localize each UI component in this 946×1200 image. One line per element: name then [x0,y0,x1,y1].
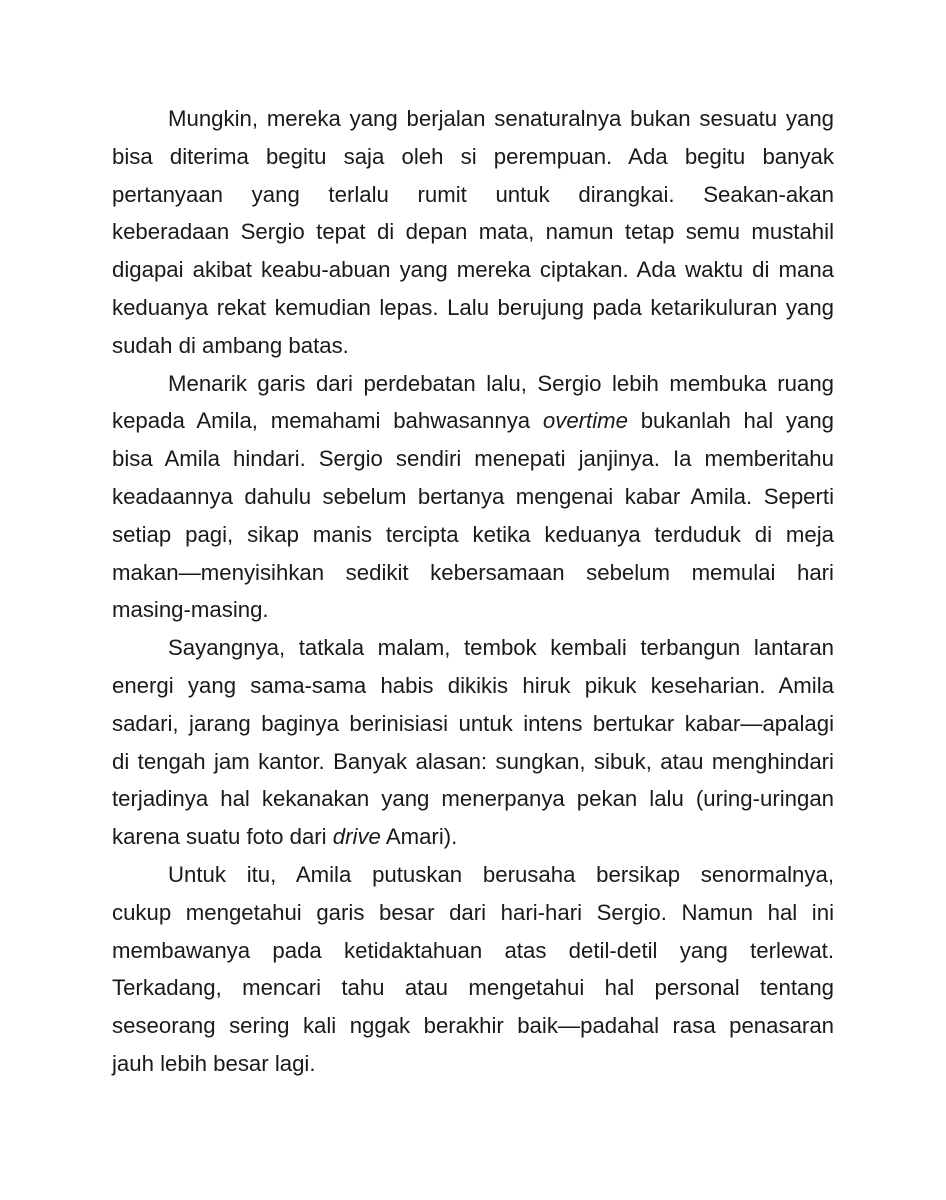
paragraph-line: terjadinya hal kekanakan yang menerpanya pekan lalu (uring-uringan [112,786,834,812]
paragraph-line: seseorang sering kali nggak berakhir baik—padahal rasa penasaran [112,1013,834,1039]
paragraph-line: keduanya rekat kemudian lepas. Lalu berujung pada ketarikuluran yang [112,294,834,320]
paragraph-4 [112,856,834,1083]
paragraph-line: keberadaan Sergio tepat di depan mata, namun tetap semu mustahil [112,219,834,245]
paragraph-line: sudah di ambang batas. [112,332,349,358]
paragraph-line-with-italic [112,402,834,440]
paragraph-line: Untuk itu, Amila putuskan berusaha bersikap senormalnya, [168,861,834,887]
paragraph-line: energi yang sama-sama habis dikikis hiruk pikuk keseharian. Amila [112,672,834,698]
paragraph-line: membawanya pada ketidaktahuan atas detil-detil yang terlewat. [112,937,834,963]
paragraph-line: masing-masing. [112,597,269,623]
paragraph-line: sadari, jarang baginya berinisiasi untuk intens bertukar kabar—apalagi [112,710,834,736]
paragraph-line: bisa Amila hindari. Sergio sendiri menepati janjinya. Ia memberitahu [112,446,834,472]
text-segment: karena suatu foto dari [112,824,333,850]
paragraph-line: setiap pagi, sikap manis tercipta ketika keduanya terduduk di meja [112,521,834,547]
paragraph-line: cukup mengetahui garis besar dari hari-hari Sergio. Namun hal ini [112,899,834,925]
paragraph-2 [112,365,834,630]
paragraph-line: keadaannya dahulu sebelum bertanya mengenai kabar Amila. Seperti [112,483,834,509]
text-segment: Amari). [380,824,458,850]
paragraph-line: bisa diterima begitu saja oleh si perempuan. Ada begitu banyak [112,143,834,169]
paragraph-line: digapai akibat keabu-abuan yang mereka ciptakan. Ada waktu di mana [112,257,834,283]
paragraph-line: Menarik garis dari perdebatan lalu, Sergio lebih membuka ruang [168,370,834,396]
italic-term: drive [332,824,381,850]
paragraph-1 [112,100,834,365]
paragraph-line: Terkadang, mencari tahu atau mengetahui hal personal tentang [112,975,834,1001]
paragraph-line: jauh lebih besar lagi. [112,1050,316,1076]
italic-term: overtime [542,408,628,434]
document-page [112,100,834,1083]
paragraph-line-with-italic [112,818,834,856]
text-segment: kepada Amila, memahami bahwasannya [112,408,543,434]
paragraph-line: di tengah jam kantor. Banyak alasan: sungkan, sibuk, atau menghindari [112,748,834,774]
paragraph-line: Sayangnya, tatkala malam, tembok kembali terbangun lantaran [168,635,834,661]
text-segment: bukanlah hal yang [627,408,835,434]
paragraph-3 [112,629,834,856]
paragraph-line: pertanyaan yang terlalu rumit untuk dirangkai. Seakan-akan [112,181,834,207]
paragraph-line: Mungkin, mereka yang berjalan senaturalnya bukan sesuatu yang [168,106,834,131]
paragraph-line: makan—menyisihkan sedikit kebersamaan sebelum memulai hari [112,559,834,585]
